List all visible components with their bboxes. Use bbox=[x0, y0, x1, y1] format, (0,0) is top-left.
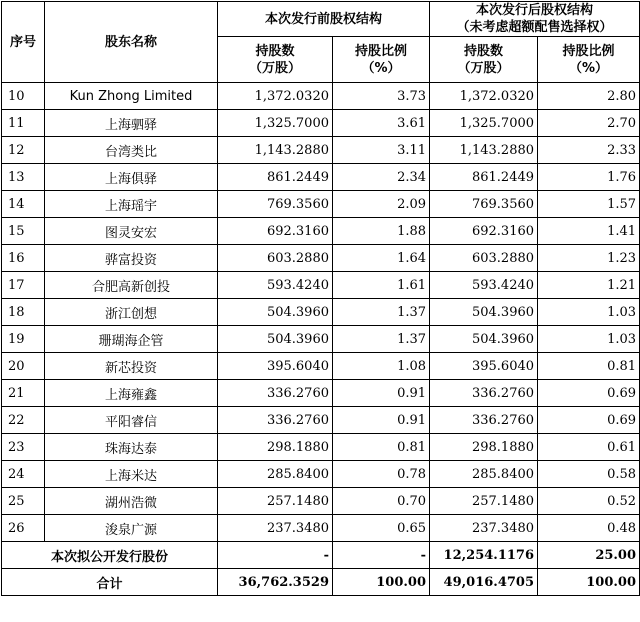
pre-ratio-cell: 1.37 bbox=[333, 326, 430, 353]
post-ratio-cell: 1.76 bbox=[538, 164, 640, 191]
table-row bbox=[2, 515, 640, 542]
table-row bbox=[2, 83, 640, 110]
pre-shares-cell: 237.3480 bbox=[218, 515, 333, 542]
pre-ratio-cell: 100.00 bbox=[333, 569, 430, 596]
pre-shares-cell: 1,372.0320 bbox=[218, 83, 333, 110]
post-ratio-cell: 0.69 bbox=[538, 380, 640, 407]
post-ratio-cell: 2.70 bbox=[538, 110, 640, 137]
post-ratio-cell: 0.48 bbox=[538, 515, 640, 542]
post-shares-cell: 336.2760 bbox=[430, 407, 538, 434]
post-ratio-cell: 2.33 bbox=[538, 137, 640, 164]
seq-cell: 10 bbox=[2, 83, 45, 110]
post-ratio-cell: 25.00 bbox=[538, 542, 640, 569]
shareholder-name-cell: 合肥高新创投 bbox=[45, 272, 218, 299]
post-ratio-cell: 0.61 bbox=[538, 434, 640, 461]
post-ratio-cell: 0.81 bbox=[538, 353, 640, 380]
table-row bbox=[2, 272, 640, 299]
pre-ratio-cell: 1.61 bbox=[333, 272, 430, 299]
post-ratio-cell: 1.41 bbox=[538, 218, 640, 245]
pre-ratio-cell: 0.70 bbox=[333, 488, 430, 515]
seq-cell: 18 bbox=[2, 299, 45, 326]
table-row bbox=[2, 326, 640, 353]
shareholder-name-cell: 湖州浩微 bbox=[45, 488, 218, 515]
seq-cell: 15 bbox=[2, 218, 45, 245]
table-row bbox=[2, 380, 640, 407]
post-shares-cell: 603.2880 bbox=[430, 245, 538, 272]
pre-ratio-cell: 1.88 bbox=[333, 218, 430, 245]
shares-label: 持股数 bbox=[255, 43, 295, 59]
pre-ratio-cell: 0.81 bbox=[333, 434, 430, 461]
shareholder-name-cell: 图灵安宏 bbox=[45, 218, 218, 245]
pre-ratio-cell: 3.73 bbox=[333, 83, 430, 110]
seq-cell: 12 bbox=[2, 137, 45, 164]
seq-cell: 23 bbox=[2, 434, 45, 461]
shareholder-name-cell: 台湾类比 bbox=[45, 137, 218, 164]
shareholder-name-cell: 珊瑚海企管 bbox=[45, 326, 218, 353]
pre-ratio-header bbox=[333, 37, 430, 83]
seq-cell: 17 bbox=[2, 272, 45, 299]
table-row bbox=[2, 164, 640, 191]
post-shares-cell: 1,372.0320 bbox=[430, 83, 538, 110]
total-row bbox=[2, 569, 640, 596]
pre-shares-header bbox=[218, 37, 333, 83]
post-ratio-cell: 1.23 bbox=[538, 245, 640, 272]
table-row bbox=[2, 353, 640, 380]
seq-cell: 11 bbox=[2, 110, 45, 137]
pre-ratio-cell: 3.61 bbox=[333, 110, 430, 137]
table-row bbox=[2, 137, 640, 164]
seq-cell: 13 bbox=[2, 164, 45, 191]
pre-issue-structure-header: 本次发行前股权结构 bbox=[218, 2, 430, 37]
pre-shares-cell: 1,143.2880 bbox=[218, 137, 333, 164]
seq-cell: 14 bbox=[2, 191, 45, 218]
seq-cell: 21 bbox=[2, 380, 45, 407]
post-shares-cell: 49,016.4705 bbox=[430, 569, 538, 596]
post-shares-cell: 257.1480 bbox=[430, 488, 538, 515]
ratio-unit: （%） bbox=[569, 60, 609, 76]
pre-shares-cell: 36,762.3529 bbox=[218, 569, 333, 596]
pre-ratio-cell: 0.78 bbox=[333, 461, 430, 488]
shares-unit: （万股） bbox=[457, 60, 510, 76]
table-row bbox=[2, 488, 640, 515]
post-shares-header bbox=[430, 37, 538, 83]
table-row bbox=[2, 110, 640, 137]
post-ratio-cell: 100.00 bbox=[538, 569, 640, 596]
pre-shares-cell: 692.3160 bbox=[218, 218, 333, 245]
post-ratio-cell: 1.21 bbox=[538, 272, 640, 299]
pre-shares-cell: 336.2760 bbox=[218, 380, 333, 407]
pre-shares-cell: 336.2760 bbox=[218, 407, 333, 434]
pre-shares-cell: 1,325.7000 bbox=[218, 110, 333, 137]
post-shares-cell: 861.2449 bbox=[430, 164, 538, 191]
pre-shares-cell: 593.4240 bbox=[218, 272, 333, 299]
post-shares-cell: 1,325.7000 bbox=[430, 110, 538, 137]
post-shares-cell: 593.4240 bbox=[430, 272, 538, 299]
shareholder-name-header: 股东名称 bbox=[45, 2, 218, 83]
pre-shares-cell: 603.2880 bbox=[218, 245, 333, 272]
ratio-label: 持股比例 bbox=[355, 43, 408, 59]
pre-shares-cell: 504.3960 bbox=[218, 326, 333, 353]
post-shares-cell: 769.3560 bbox=[430, 191, 538, 218]
table-row bbox=[2, 245, 640, 272]
seq-cell: 20 bbox=[2, 353, 45, 380]
pre-ratio-cell: 0.91 bbox=[333, 380, 430, 407]
post-shares-cell: 285.8400 bbox=[430, 461, 538, 488]
post-shares-cell: 237.3480 bbox=[430, 515, 538, 542]
seq-cell: 25 bbox=[2, 488, 45, 515]
post-ratio-cell: 2.80 bbox=[538, 83, 640, 110]
shareholder-name-cell: 浚泉广源 bbox=[45, 515, 218, 542]
pre-ratio-cell: 3.11 bbox=[333, 137, 430, 164]
seq-cell: 19 bbox=[2, 326, 45, 353]
shares-label: 持股数 bbox=[464, 43, 504, 59]
pre-ratio-cell: 2.09 bbox=[333, 191, 430, 218]
seq-header: 序号 bbox=[2, 2, 45, 83]
shareholder-name-cell: 平阳睿信 bbox=[45, 407, 218, 434]
seq-cell: 16 bbox=[2, 245, 45, 272]
ratio-label: 持股比例 bbox=[562, 43, 615, 59]
shareholder-name-cell: 上海驷驿 bbox=[45, 110, 218, 137]
pre-shares-cell: 257.1480 bbox=[218, 488, 333, 515]
pre-shares-cell: 285.8400 bbox=[218, 461, 333, 488]
shareholder-name-cell: 浙江创想 bbox=[45, 299, 218, 326]
pre-ratio-cell: 1.64 bbox=[333, 245, 430, 272]
post-ratio-cell: 1.03 bbox=[538, 299, 640, 326]
post-ratio-cell: 1.03 bbox=[538, 326, 640, 353]
shareholding-table bbox=[1, 1, 640, 596]
seq-cell: 26 bbox=[2, 515, 45, 542]
post-issue-title: 本次发行后股权结构 bbox=[476, 3, 594, 18]
post-shares-cell: 336.2760 bbox=[430, 380, 538, 407]
shareholder-name-cell: 珠海达泰 bbox=[45, 434, 218, 461]
pre-shares-cell: 504.3960 bbox=[218, 299, 333, 326]
seq-cell: 22 bbox=[2, 407, 45, 434]
pre-ratio-cell: - bbox=[333, 542, 430, 569]
table-row bbox=[2, 299, 640, 326]
pre-ratio-cell: 1.08 bbox=[333, 353, 430, 380]
shareholder-name-cell: 新芯投资 bbox=[45, 353, 218, 380]
pre-shares-cell: 395.6040 bbox=[218, 353, 333, 380]
post-shares-cell: 12,254.1176 bbox=[430, 542, 538, 569]
post-ratio-cell: 0.52 bbox=[538, 488, 640, 515]
post-shares-cell: 504.3960 bbox=[430, 326, 538, 353]
shareholder-name-cell: 上海雍鑫 bbox=[45, 380, 218, 407]
table-row bbox=[2, 461, 640, 488]
post-shares-cell: 395.6040 bbox=[430, 353, 538, 380]
post-ratio-cell: 0.58 bbox=[538, 461, 640, 488]
table-row bbox=[2, 434, 640, 461]
table-row bbox=[2, 407, 640, 434]
post-issue-structure-header bbox=[430, 2, 640, 37]
shares-unit: （万股） bbox=[248, 60, 301, 76]
pre-shares-cell: 298.1880 bbox=[218, 434, 333, 461]
shareholder-name-cell: 上海俱驿 bbox=[45, 164, 218, 191]
public-offering-row bbox=[2, 542, 640, 569]
ratio-unit: （%） bbox=[361, 60, 401, 76]
shareholder-name-cell: 骅富投资 bbox=[45, 245, 218, 272]
total-label: 合计 bbox=[2, 569, 218, 596]
shareholder-rows bbox=[2, 83, 640, 542]
post-ratio-header bbox=[538, 37, 640, 83]
table-row bbox=[2, 218, 640, 245]
shareholder-name-cell: Kun Zhong Limited bbox=[45, 83, 218, 110]
pre-ratio-cell: 0.91 bbox=[333, 407, 430, 434]
post-shares-cell: 1,143.2880 bbox=[430, 137, 538, 164]
seq-cell: 24 bbox=[2, 461, 45, 488]
shareholder-name-cell: 上海瑶宇 bbox=[45, 191, 218, 218]
post-ratio-cell: 0.69 bbox=[538, 407, 640, 434]
post-issue-note: （未考虑超额配售选择权） bbox=[456, 20, 613, 35]
pre-shares-cell: - bbox=[218, 542, 333, 569]
post-ratio-cell: 1.57 bbox=[538, 191, 640, 218]
post-shares-cell: 298.1880 bbox=[430, 434, 538, 461]
pre-ratio-cell: 2.34 bbox=[333, 164, 430, 191]
post-shares-cell: 504.3960 bbox=[430, 299, 538, 326]
pre-ratio-cell: 0.65 bbox=[333, 515, 430, 542]
pre-ratio-cell: 1.37 bbox=[333, 299, 430, 326]
table-row bbox=[2, 191, 640, 218]
pre-shares-cell: 769.3560 bbox=[218, 191, 333, 218]
public-offering-label: 本次拟公开发行股份 bbox=[2, 542, 218, 569]
shareholder-name-cell: 上海米达 bbox=[45, 461, 218, 488]
pre-shares-cell: 861.2449 bbox=[218, 164, 333, 191]
post-shares-cell: 692.3160 bbox=[430, 218, 538, 245]
